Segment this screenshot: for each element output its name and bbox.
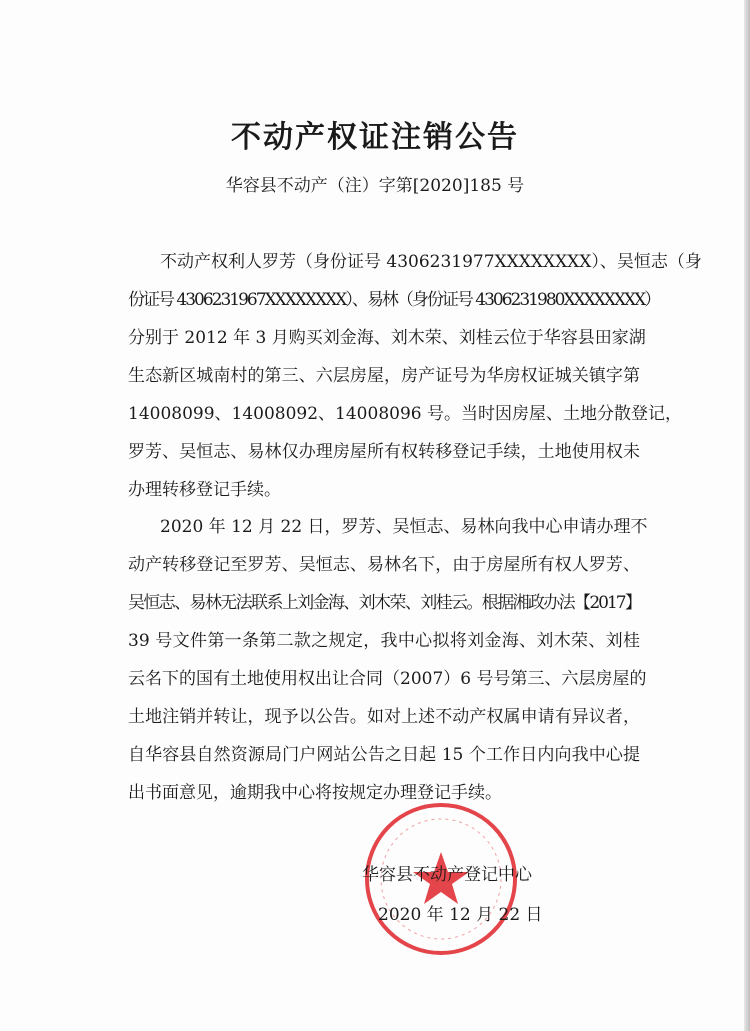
text-line: 办理转移登记手续。	[128, 480, 281, 500]
document-number: 华容县不动产（注）字第[2020]185 号	[225, 176, 525, 196]
text-line: 土地注销并转让，现予以公告。如对上述不动产权属申请有异议者，	[128, 707, 640, 727]
issuer-signature: 华容县不动产登记中心	[362, 865, 532, 885]
text-line: 罗芳、吴恒志、易林仅办理房屋所有权转移登记手续，土地使用权未	[128, 442, 640, 462]
text-line: 不动产权利人罗芳（身份证号 4306231977XXXXXXXX）、吴恒志（身	[160, 252, 702, 272]
text-line: 吴恒志、易林无法联系上刘金海、刘木荣、刘桂云。根据湘政办法【2017】	[128, 593, 640, 613]
document-title: 不动产权证注销公告	[231, 120, 519, 155]
text-line: 动产转移登记至罗芳、吴恒志、易林名下，由于房屋所有权人罗芳、	[128, 555, 640, 575]
text-line: 2020 年 12 月 22 日，罗芳、吴恒志、易林向我中心申请办理不	[160, 517, 648, 537]
text-line: 生态新区城南村的第三、六层房屋，房产证号为华房权证城关镇字第	[128, 366, 640, 386]
text-line: 39 号文件第一条第二款之规定，我中心拟将刘金海、刘木荣、刘桂	[128, 631, 640, 651]
text-line: 云名下的国有土地使用权出让合同（2007）6 号号第三、六层房屋的	[128, 669, 647, 689]
text-line: 份证号 4306231967XXXXXXXX）、易林（身份证号 4306231980XXXXXXXX）	[128, 290, 660, 310]
text-line: 分别于 2012 年 3 月购买刘金海、刘木荣、刘桂云位于华容县田家湖	[128, 328, 646, 348]
text-line: 出书面意见，逾期我中心将按规定办理登记手续。	[128, 783, 502, 803]
text-line: 14008099、14008092、14008096 号。当时因房屋、土地分散登记，	[128, 404, 682, 424]
issue-date: 2020 年 12 月 22 日	[378, 905, 543, 925]
text-line: 自华容县自然资源局门户网站公告之日起 15 个工作日内向我中心提	[128, 745, 640, 765]
